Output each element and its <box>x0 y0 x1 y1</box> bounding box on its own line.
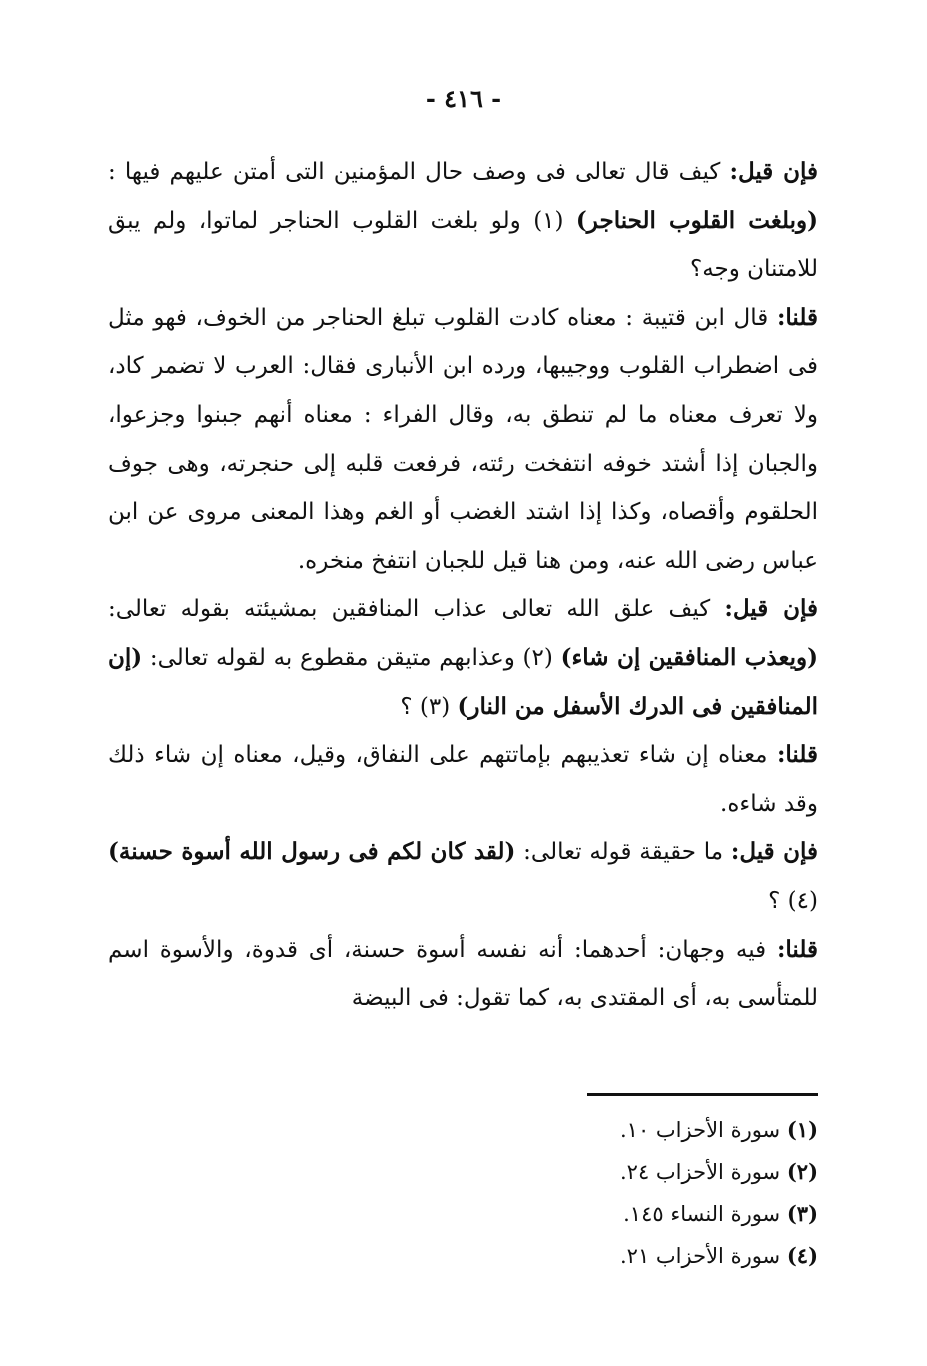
question-paragraph <box>108 585 818 731</box>
footnote <box>450 1193 818 1235</box>
footnote-text: سورة النساء ١٤٥. <box>623 1202 787 1226</box>
paragraph-text: فيه وجهان: أحدهما: أنه نفسه أسوة حسنة، أى قدوة، والأسوة اسم للمتأسى به، أى المقتدى به، كما تقول: فى البيضة <box>108 936 818 1012</box>
footnote-number: (٣) <box>786 1201 818 1226</box>
quran-quote: (ويعذب المنافقين إن شاء) <box>560 643 818 671</box>
paragraph-text: معناه إن شاء تعذيبهم بإماتتهم على النفاق، وقيل، معناه إن شاء ذلك وقد شاءه. <box>108 742 818 817</box>
footnote-ref: (١) <box>520 207 576 234</box>
main-text <box>108 148 818 1023</box>
answer-label: قلنا: <box>776 741 818 769</box>
paragraph-text: قال ابن قتيبة : معناه كادت القلوب تبلغ الحناجر من الخوف، فهو مثل فى اضطراب القلوب ووجيبها، ورده ابن الأنبارى فقال: العرب لا تضمر كاد، ولا تعرف معناه ما لم تنطق به، وقال الفراء : معناه أنهم جبنوا وجزعوا، والجبان إذا أشتد خوفه انتفخت رئته، فرفعت قلبه إلى حنجرته، وهى جوف الحلقوم وأقصاه، وكذا إذا اشتد الغضب أو الغم وهذا المعنى مروى عن ابن عباس رضى الله عنه، ومن هنا قيل للجبان انتفخ منخره. <box>108 304 818 574</box>
footnote-ref: (٣) ؟ <box>400 693 458 720</box>
paragraph-text: كيف قال تعالى فى وصف حال المؤمنين التى أمتن عليهم فيها : <box>108 159 730 185</box>
question-label: فإن قيل: <box>730 838 818 866</box>
paragraph-text: وعذابهم متيقن مقطوع به لقوله تعالى: <box>142 644 515 671</box>
footnote <box>450 1151 818 1193</box>
footnotes <box>450 1109 818 1277</box>
footnote-number: (١) <box>786 1117 818 1142</box>
answer-label: قلنا: <box>776 935 818 963</box>
question-paragraph <box>108 148 818 294</box>
page-number: - ٤١٦ - <box>425 84 502 113</box>
paragraph-text: ما حقيقة قوله تعالى: <box>515 839 731 866</box>
answer-paragraph <box>108 731 818 828</box>
footnote-text: سورة الأحزاب ٢١. <box>619 1244 787 1268</box>
paragraph-text: ولو بلغت القلوب الحناجر لماتوا، ولم يبق للامتنان وجه؟ <box>108 207 818 283</box>
footnote-separator <box>587 1093 818 1096</box>
footnote-ref: (٢) <box>514 644 561 671</box>
paragraph-text: كيف علق الله تعالى عذاب المنافقين بمشيئته بقوله تعالى: <box>108 596 725 623</box>
answer-paragraph <box>108 926 818 1023</box>
footnote <box>450 1235 818 1277</box>
question-paragraph <box>108 828 818 925</box>
quran-quote: (وبلغت القلوب الحناجر) <box>575 206 818 234</box>
footnote-ref: (٤) ؟ <box>768 887 818 914</box>
quran-quote: (لقد كان لكم فى رسول الله أسوة حسنة) <box>108 838 516 866</box>
answer-label: قلنا: <box>776 303 818 331</box>
quran-quote: (إن المنافقين فى الدرك الأسفل من النار) <box>108 643 818 720</box>
footnote-number: (٤) <box>786 1243 818 1268</box>
question-label: فإن قيل: <box>724 595 818 623</box>
footnote-number: (٢) <box>786 1159 818 1184</box>
answer-paragraph <box>108 294 818 586</box>
footnote <box>450 1109 818 1151</box>
question-label: فإن قيل: <box>729 158 819 185</box>
footnote-text: سورة الأحزاب ١٠. <box>619 1118 787 1142</box>
footnote-text: سورة الأحزاب ٢٤. <box>619 1160 787 1184</box>
